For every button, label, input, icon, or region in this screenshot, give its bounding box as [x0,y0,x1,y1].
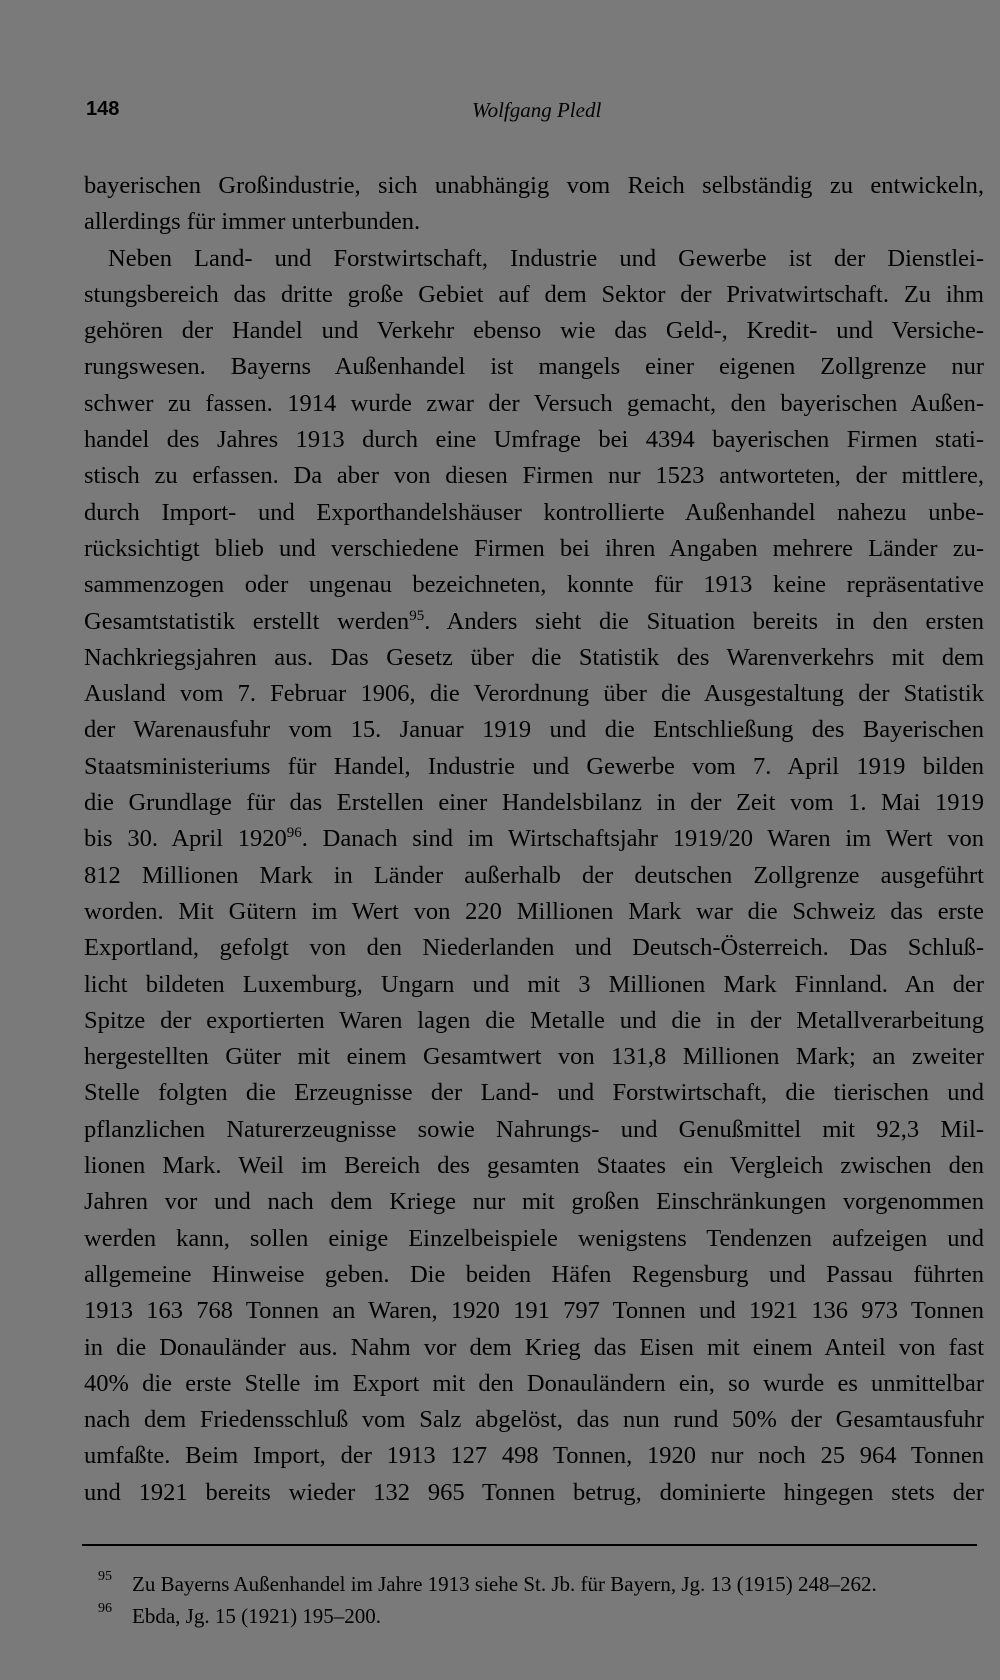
body-text [84,168,984,1511]
text-segment: . Anders sieht die Situation bereits in den ersten [424,607,984,635]
text-line: sammenzogen oder ungenau bezeichneten, konnte für 1913 keine repräsentative [84,571,984,599]
text-line: rungswesen. Bayerns Außenhandel ist mangels einer eigenen Zollgrenze nur [84,353,984,381]
page-number: 148 [86,98,120,120]
text-line: stisch zu erfassen. Da aber von diesen Firmen nur 1523 antworteten, der mittlere, [84,462,984,490]
text-line-with-footnote-96 [84,821,984,857]
text-line: 40% die erste Stelle im Export mit den Donauländern ein, so wurde es unmittelbar [84,1369,984,1397]
text-line: licht bildeten Luxemburg, Ungarn und mit 3 Millionen Mark Finnland. An der [84,970,984,998]
text-line: Stelle folgten die Erzeugnisse der Land- und Forstwirtschaft, die tierischen und [84,1079,984,1107]
text-line: gehören der Handel und Verkehr ebenso wie das Geld-, Kredit- und Versiche- [84,317,984,345]
text-line: Jahren vor und nach dem Kriege nur mit großen Einschränkungen vorgenommen [84,1188,984,1216]
text-line: worden. Mit Gütern im Wert von 220 Millionen Mark war die Schweiz das erste [84,897,984,925]
footnote-96 [98,1600,978,1632]
footnote-ref-96: 96 [286,825,302,842]
text-line: Spitze der exportierten Waren lagen die Metalle und die in der Metallverarbeitung [84,1006,984,1034]
running-head [86,98,611,134]
text-segment: . Danach sind im Wirtschaftsjahr 1919/20 Waren im Wert von [301,825,984,853]
text-line: der Warenausfuhr vom 15. Januar 1919 und die Entschließung des Bayerischen [84,716,984,744]
text-line: 1913 163 768 Tonnen an Waren, 1920 191 797 Tonnen und 1921 136 973 Tonnen [84,1297,984,1325]
footnotes [98,1568,978,1632]
text-line: Nachkriegsjahren aus. Das Gesetz über die Statistik des Warenverkehrs mit dem [84,643,984,671]
text-line: Neben Land- und Forstwirtschaft, Industrie und Gewerbe ist der Dienstlei- [108,244,984,272]
text-line: hergestellten Güter mit einem Gesamtwert von 131,8 Millionen Mark; an zweiter [84,1043,984,1071]
text-line: Exportland, gefolgt von den Niederlanden und Deutsch-Österreich. Das Schluß- [84,934,984,962]
footnote-number: 95 [98,1569,112,1584]
footnote-ref-95: 95 [409,607,425,624]
text-line: stungsbereich das dritte große Gebiet auf dem Sektor der Privatwirtschaft. Zu ihm [84,280,984,308]
text-line: bayerischen Großindustrie, sich unabhängig vom Reich selbständig zu entwickeln, [84,172,984,199]
text-line: umfaßte. Beim Import, der 1913 127 498 Tonnen, 1920 nur noch 25 964 Tonnen [84,1442,984,1470]
text-line: und 1921 bereits wieder 132 965 Tonnen betrug, dominierte hingegen stets der [84,1478,984,1506]
text-line: durch Import- und Exporthandelshäuser kontrollierte Außenhandel nahezu unbe- [84,498,984,526]
text-line: schwer zu fassen. 1914 wurde zwar der Versuch gemacht, den bayerischen Außen- [84,389,984,417]
footnote-number: 96 [98,1601,112,1616]
text-line: in die Donauländer aus. Nahm vor dem Krieg das Eisen mit einem Anteil von fast [84,1333,984,1361]
text-line: Staatsministeriums für Handel, Industrie und Gewerbe vom 7. April 1919 bilden [84,752,984,780]
text-segment: Gesamtstatistik erstellt werden [84,607,410,635]
text-line: handel des Jahres 1913 durch eine Umfrage bei 4394 bayerischen Firmen stati- [84,426,984,454]
text-line: lionen Mark. Weil im Bereich des gesamten Staates ein Vergleich zwischen den [84,1152,984,1180]
footnote-divider [82,1544,977,1546]
text-segment: bis 30. April 1920 [84,825,287,853]
text-line: allgemeine Hinweise geben. Die beiden Häfen Regensburg und Passau führten [84,1260,984,1288]
text-line: werden kann, sollen einige Einzelbeispiele wenigstens Tendenzen aufzeigen und [84,1224,984,1252]
text-line-with-footnote-95 [84,604,984,640]
text-line: rücksichtigt blieb und verschiedene Firmen bei ihren Angaben mehrere Länder zu- [84,534,984,562]
text-line: 812 Millionen Mark in Länder außerhalb der deutschen Zollgrenze ausgeführt [84,861,984,889]
footnote-95 [98,1568,978,1600]
text-line: allerdings für immer unterbunden. [84,208,421,236]
text-line: Ausland vom 7. Februar 1906, die Verordnung über die Ausgestaltung der Statistik [84,680,984,708]
text-line: die Grundlage für das Erstellen einer Handelsbilanz in der Zeit vom 1. Mai 1919 [84,789,984,817]
footnote-text: Ebda, Jg. 15 (1921) 195–200. [132,1604,382,1628]
text-line: nach dem Friedensschluß vom Salz abgelöst, das nun rund 50% der Gesamtausfuhr [84,1406,984,1434]
running-head-author: Wolfgang Pledl [472,98,602,122]
footnote-text: Zu Bayerns Außenhandel im Jahre 1913 siehe St. Jb. für Bayern, Jg. 13 (1915) 248–262. [132,1572,877,1596]
text-line: pflanzlichen Naturerzeugnisse sowie Nahrungs- und Genußmittel mit 92,3 Mil- [84,1115,984,1143]
